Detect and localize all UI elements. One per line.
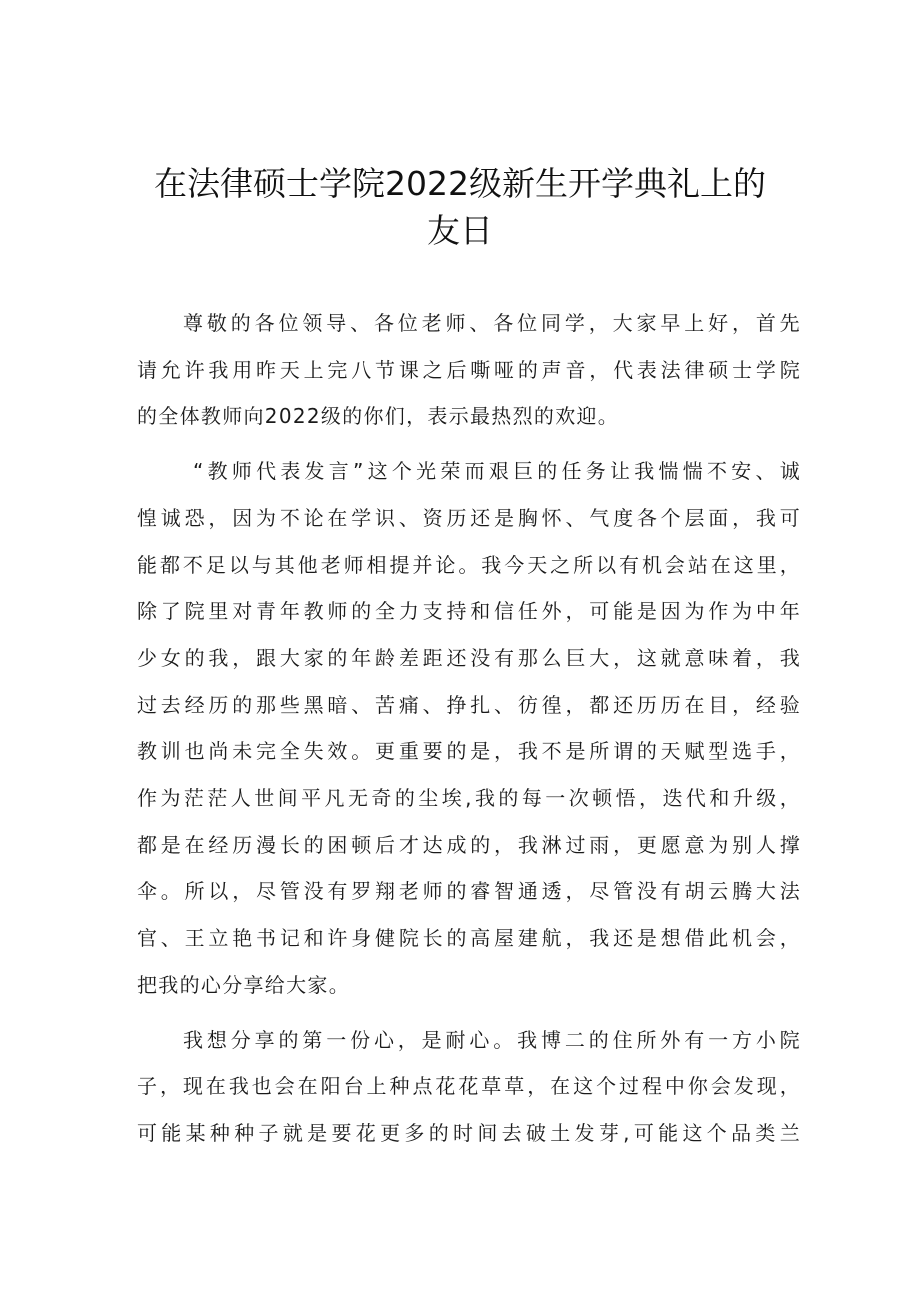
text-line: 过去经历的那些黑暗、苦痛、挣扎、彷徨，都还历历在目，经验 — [137, 692, 801, 717]
title-line-1: 在法律硕士学院2022级新生开学典礼上的 — [154, 164, 766, 203]
text-line: 惶诚恐，因为不论在学识、资历还是胸怀、气度各个层面，我可 — [137, 505, 801, 530]
text-line: “教师代表发言”这个光荣而艰巨的任务让我惴惴不安、诚 — [193, 459, 801, 484]
paragraph-teacher-speech — [137, 448, 801, 1008]
paragraph-greeting — [137, 300, 801, 440]
text-line: 伞。所以，尽管没有罗翔老师的睿智通透，尽管没有胡云腾大法 — [137, 879, 801, 904]
text-line: 我想分享的第一份心，是耐心。我博二的住所外有一方小院 — [183, 1027, 801, 1052]
text-line: 请允许我用昨天上完八节课之后嘶哑的声音，代表法律硕士学院 — [137, 357, 801, 382]
text-line: 子，现在我也会在阳台上种点花花草草，在这个过程中你会发现， — [137, 1074, 801, 1099]
text-line: 尊敬的各位领导、各位老师、各位同学，大家早上好，首先 — [183, 311, 801, 335]
text-line: 教训也尚未完全失效。更重要的是，我不是所谓的天赋型选手， — [137, 739, 801, 764]
text-line: 官、王立艳书记和许身健院长的高屋建航，我还是想借此机会， — [137, 926, 801, 951]
document-title — [100, 160, 820, 254]
text-line: 能都不足以与其他老师相提并论。我今天之所以有机会站在这里， — [137, 552, 801, 577]
document-body — [137, 300, 801, 1165]
title-line-2: 友日 — [427, 211, 493, 250]
text-line: 都是在经历漫长的困顿后才达成的，我淋过雨，更愿意为别人撑 — [137, 832, 801, 857]
text-line: 作为茫茫人世间平凡无奇的尘埃,我的每一次顿悟，迭代和升级， — [137, 786, 801, 811]
text-line: 可能某种种子就是要花更多的时间去破土发芽,可能这个品类兰 — [137, 1120, 801, 1145]
paragraph-patience — [137, 1017, 801, 1157]
text-line: 除了院里对青年教师的全力支持和信任外，可能是因为作为中年 — [137, 599, 801, 624]
text-line: 把我的心分享给大家。 — [137, 972, 350, 997]
text-line: 的全体教师向2022级的你们，表示最热烈的欢迎。 — [137, 404, 620, 429]
text-line: 少女的我，跟大家的年龄差距还没有那么巨大，这就意味着，我 — [137, 645, 801, 670]
